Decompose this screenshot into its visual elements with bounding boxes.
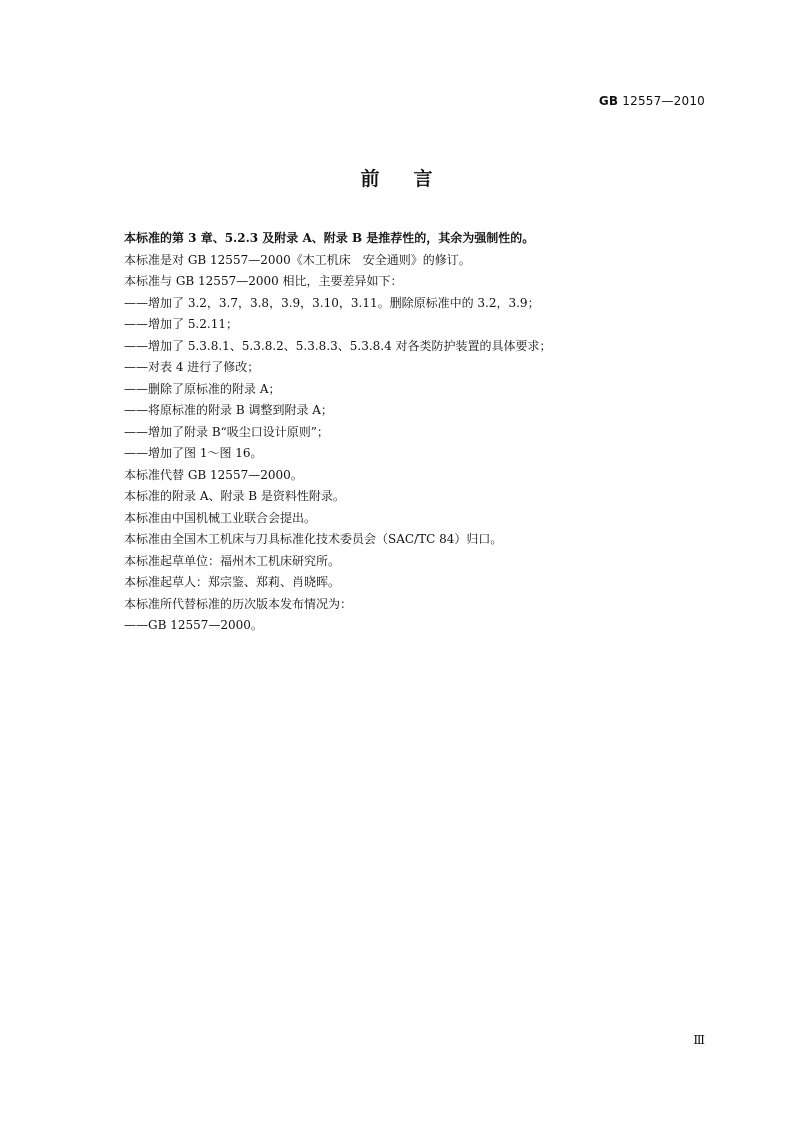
standard-number [599, 94, 705, 108]
foreword-line: ——对表 4 进行了修改； [124, 360, 260, 374]
foreword-line: 本标准起草单位：福州木工机床研究所。 [124, 553, 341, 568]
standard-prefix: GB [598, 94, 619, 108]
foreword-line: ——增加了 3.2，3.7，3.8，3.9，3.10，3.11。删除原标准中的 3.2，3.9； [124, 295, 540, 310]
standard-code: 12557—2010 [622, 94, 705, 108]
foreword-line: 本标准是对 GB 12557—2000《木工机床 安全通则》的修订。 [124, 252, 471, 267]
foreword-line: 本标准起草人：郑宗鉴、郑莉、肖晓晖。 [124, 575, 341, 589]
foreword-line: ——删除了原标准的附录 A； [124, 381, 281, 396]
page-number: Ⅲ [693, 1033, 705, 1047]
foreword-line: 本标准与 GB 12557—2000 相比，主要差异如下： [124, 274, 403, 288]
foreword-line: ——GB 12557—2000。 [124, 618, 263, 632]
foreword-line: ——增加了 5.3.8.1、5.3.8.2、5.3.8.3、5.3.8.4 对各类防护装置的具体要求； [124, 338, 552, 353]
foreword-line: 本标准代替 GB 12557—2000。 [124, 467, 303, 482]
foreword-line: ——增加了图 1～图 16。 [124, 446, 263, 460]
foreword-body [124, 228, 714, 637]
foreword-line: 本标准的第 3 章、5.2.3 及附录 A、附录 B 是推荐性的，其余为强制性的。 [124, 231, 535, 245]
foreword-line: 本标准由中国机械工业联合会提出。 [124, 510, 317, 525]
page-title: 前言 [360, 168, 467, 190]
foreword-line: 本标准的附录 A、附录 B 是资料性附录。 [124, 489, 345, 503]
foreword-line: ——增加了附录 B“吸尘口设计原则”； [124, 424, 329, 439]
foreword-line: 本标准所代替标准的历次版本发布情况为： [124, 596, 353, 611]
foreword-line: 本标准由全国木工机床与刀具标准化技术委员会（SAC/TC 84）归口。 [124, 532, 503, 546]
foreword-line: ——增加了 5.2.11； [124, 317, 238, 331]
foreword-line: ——将原标准的附录 B 调整到附录 A； [124, 403, 333, 417]
